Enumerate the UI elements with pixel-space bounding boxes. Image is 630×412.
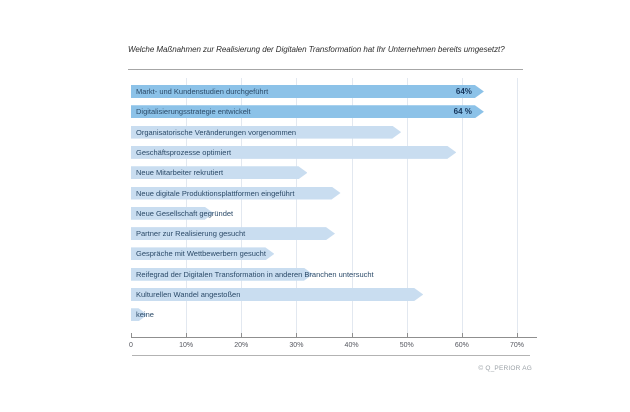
bar-label: Organisatorische Veränderungen vorgenommen <box>136 127 297 137</box>
bar-row <box>131 146 571 159</box>
bar-value: 64 % <box>453 107 472 117</box>
bar-row <box>131 187 571 200</box>
bar-row <box>131 288 571 301</box>
bar-row <box>131 166 571 179</box>
bar-row <box>131 105 571 118</box>
bar-label: Neue digitale Produktionsplattformen eingeführt <box>136 188 295 198</box>
bar-label: Digitalisierungsstrategie entwickelt <box>136 107 251 117</box>
footer-credit: © Q_PERIOR AG <box>478 365 532 372</box>
chart-title: Welche Maßnahmen zur Realisierung der Digitalen Transformation hat Ihr Unternehmen bereits umgesetzt? <box>128 45 505 54</box>
x-axis-tick-label: 0 <box>129 342 133 349</box>
bar-row <box>131 85 571 98</box>
bars-container <box>131 85 571 325</box>
bar-row <box>131 308 571 321</box>
x-axis-tick-label: 40% <box>344 342 359 349</box>
bar-label: Partner zur Realisierung gesucht <box>136 229 246 239</box>
bar-label: Gespräche mit Wettbewerbern gesucht <box>136 249 266 259</box>
x-axis-line <box>131 337 537 338</box>
x-axis-tick <box>186 333 187 337</box>
x-axis-tick-label: 50% <box>399 342 414 349</box>
bar-value: 64% <box>455 87 472 96</box>
title-divider <box>128 69 523 70</box>
x-axis-tick <box>407 333 408 337</box>
x-axis-tick-label: 10% <box>179 342 194 349</box>
bar-label: Kulturellen Wandel angestoßen <box>136 290 241 299</box>
x-axis-tick <box>517 333 518 337</box>
x-axis-tick <box>352 333 353 337</box>
bar-row <box>131 227 571 240</box>
bar-label: Geschäftsprozesse optimiert <box>136 147 232 157</box>
x-axis-tick-label: 60% <box>454 342 469 349</box>
x-axis-tick-label: 30% <box>289 342 304 349</box>
bottom-divider <box>132 355 530 356</box>
x-axis-tick-label: 20% <box>234 342 249 349</box>
bar-row <box>131 247 571 260</box>
x-axis-tick <box>131 333 132 337</box>
bar-row <box>131 126 571 139</box>
x-axis-tick <box>296 333 297 337</box>
bar-label: Neue Gesellschaft gegründet <box>136 208 234 218</box>
x-axis-tick <box>462 333 463 337</box>
x-axis-tick <box>241 333 242 337</box>
bar-row <box>131 207 571 220</box>
bar-label: Neue Mitarbeiter rekrutiert <box>136 168 224 178</box>
x-axis-tick-label: 70% <box>509 342 524 349</box>
bar-label: keine <box>136 310 154 320</box>
bar-label: Markt- und Kundenstudien durchgeführt <box>136 87 269 96</box>
bar-label: Reifegrad der Digitalen Transformation in anderen Branchen untersucht <box>136 269 374 279</box>
bar-row <box>131 268 571 281</box>
